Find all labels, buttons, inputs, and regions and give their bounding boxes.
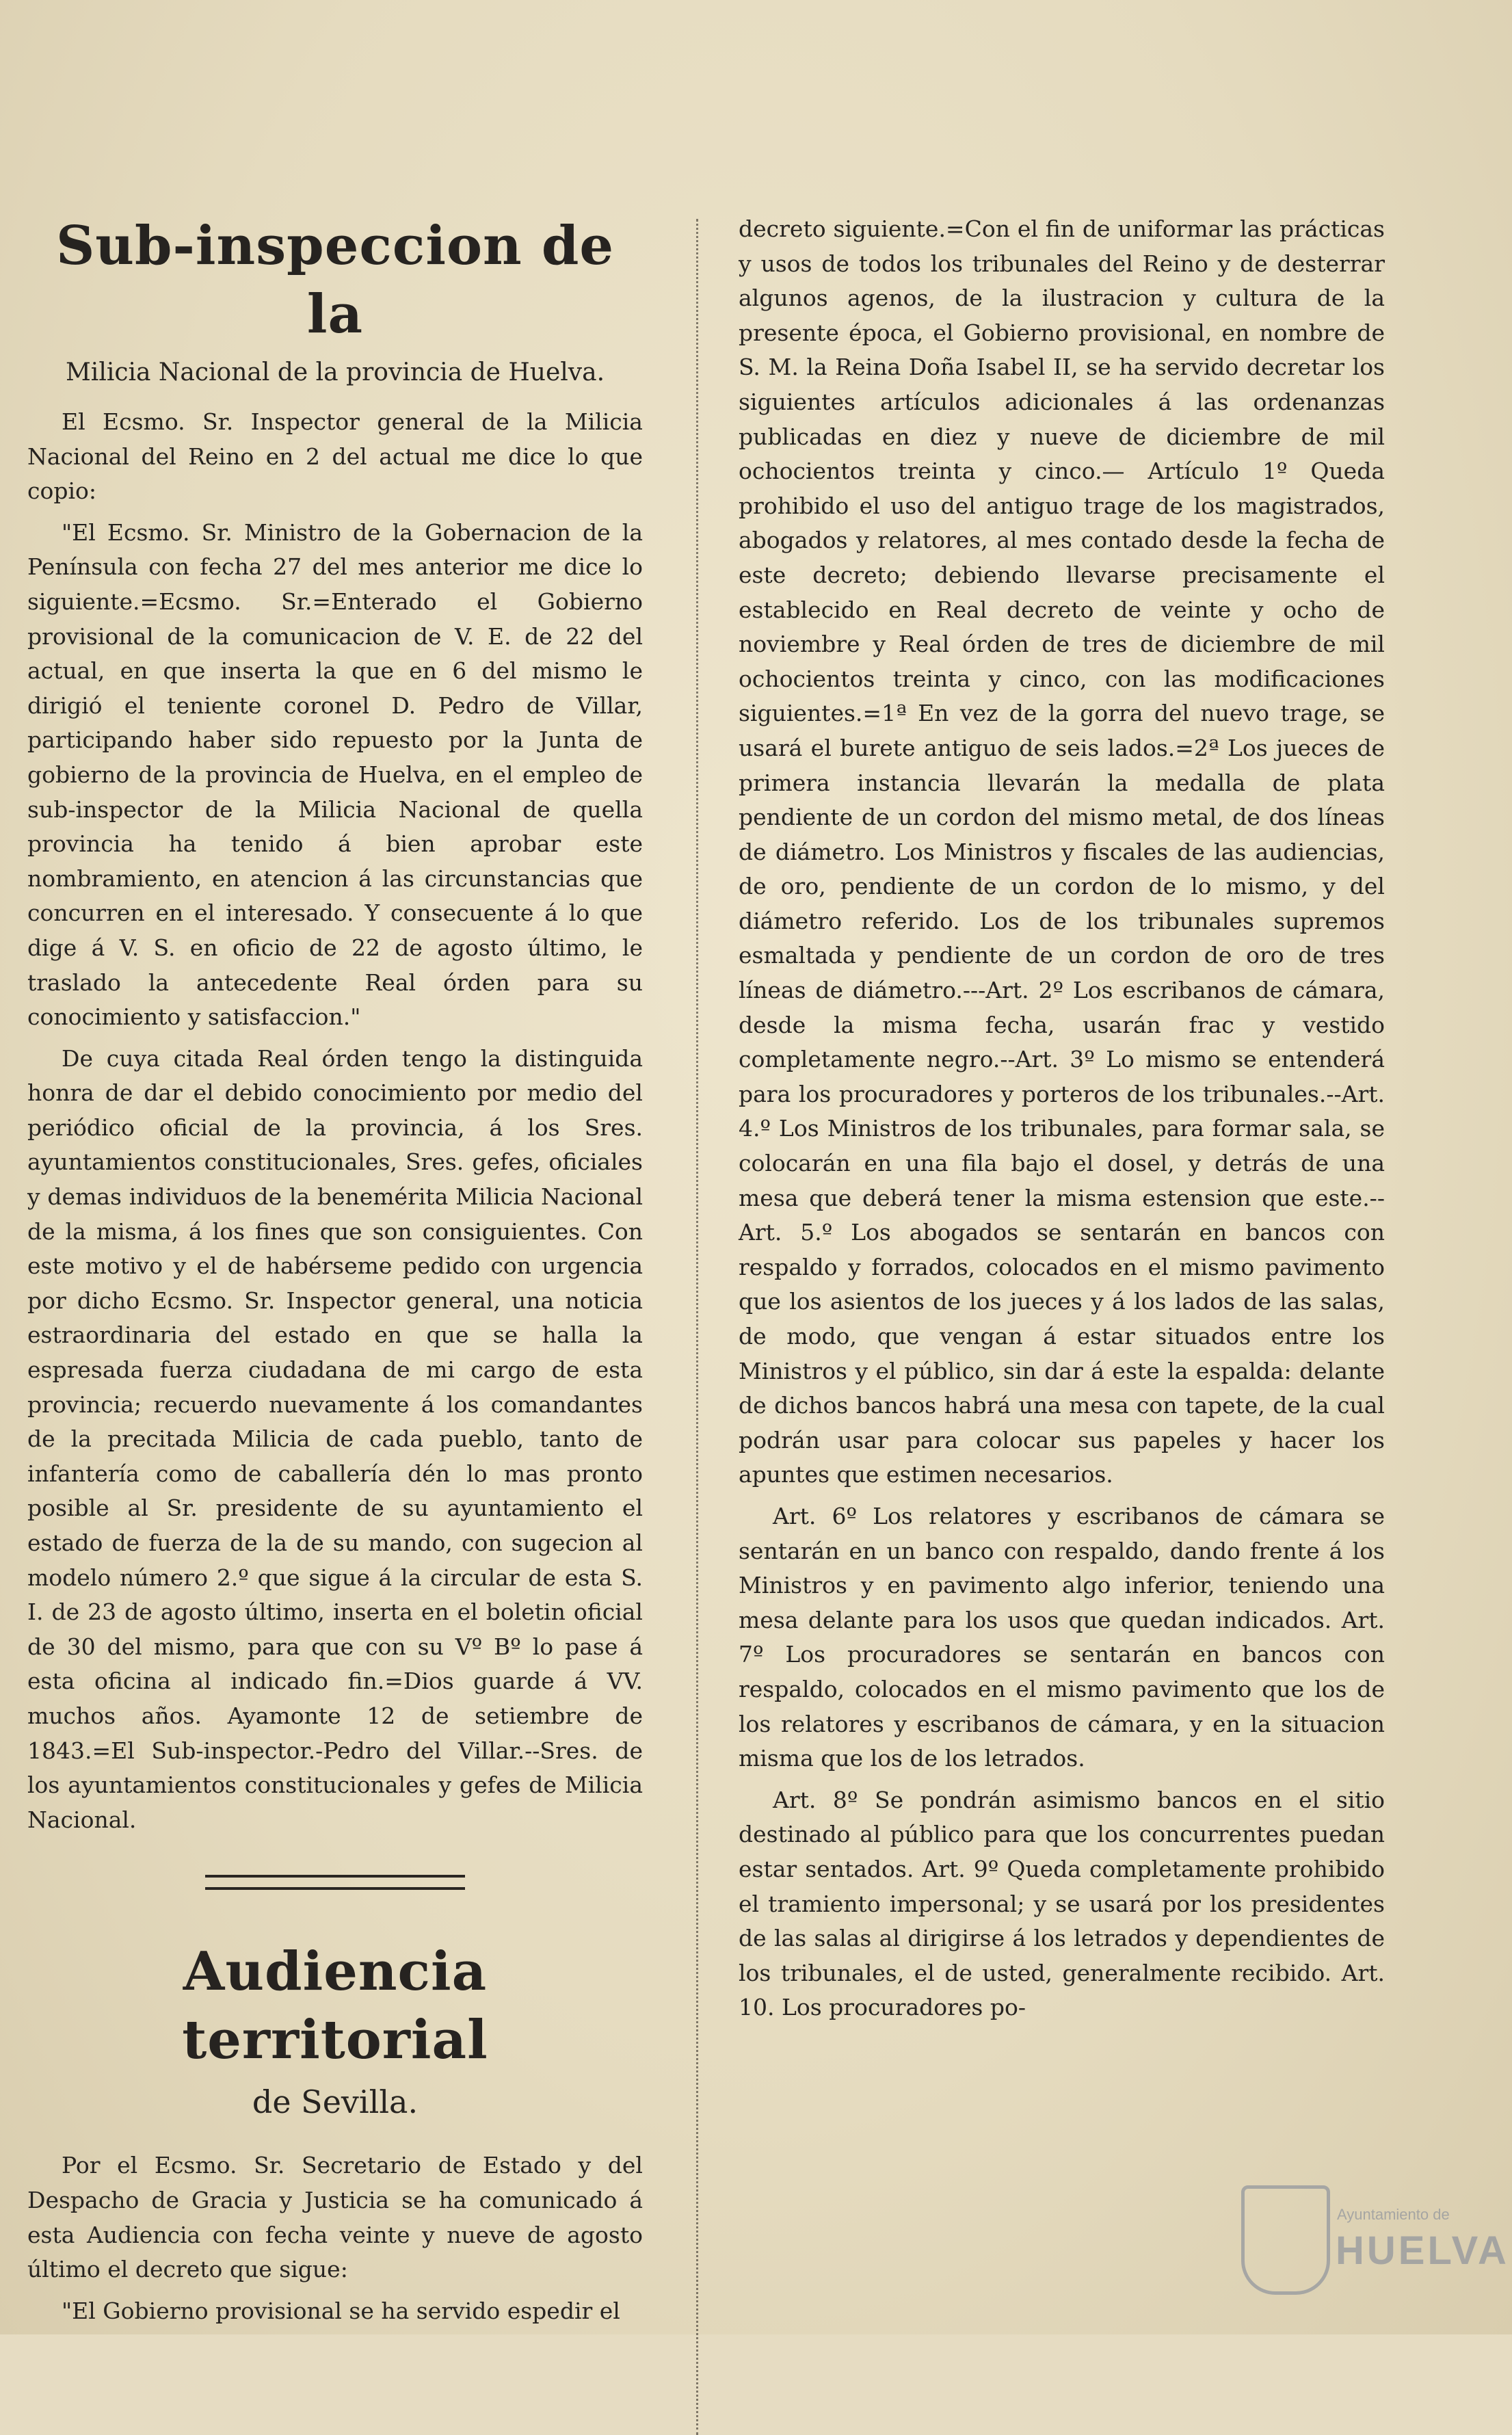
paragraph: "El Gobierno provisional se ha servido espedir el: [62, 2297, 620, 2324]
section-title-subinspeccion: Sub-inspeccion de la: [55, 215, 615, 345]
section-subtitle-milicia: Milicia Nacional de la provincia de Huelva.: [65, 358, 605, 386]
paragraph: De cuya citada Real órden tengo la distinguida honra de dar el debido conocimiento por medio del periódico oficial de la provincia, á los Sres. ayuntamientos constitucionales, Sres. gefes, oficiales y demas individuos de la benemérita Milicia Nacional de la misma, á los fines que son consiguientes. Con este motivo y el de habérseme pedido con urgencia por dicho Ecsmo. Sr. Inspector general, una noticia estraordinaria del estado en que se halla la espresada fuerza ciudadana de mi cargo de esta provincia; recuerdo nuevamente á los comandantes de la precitada Milicia de cada pueblo, tanto de infantería como de caballería dén lo mas pronto posible al Sr. presidente de su ayuntamiento el estado de fuerza de la de su mando, con sugecion al modelo número 2.º que sigue á la circular de esta S. I. de 23 de agosto último, inserta en el boletin oficial de 30 del mismo, para que con su Vº Bº lo pase á esta oficina al indicado fin.=Dios guarde á VV. muchos años. Ayamonte 12 de setiembre de 1843.=El Sub-inspector.-Pedro del Villar.--Sres. de los ayuntamientos constitucionales y gefes de Milicia Nacional.: [27, 1044, 643, 1833]
section-subtitle-sevilla: de Sevilla.: [252, 2083, 419, 2121]
paragraph: Por el Ecsmo. Sr. Secretario de Estado y del Despacho de Gracia y Justicia se ha comunicado á esta Audiencia con fecha veinte y nueve de agosto último el decreto que sigue:: [27, 2152, 643, 2283]
right-column: [739, 212, 1385, 2032]
section-separator: [205, 1875, 465, 1890]
column-divider: [696, 219, 700, 2435]
coat-of-arms-icon: [1241, 2185, 1330, 2295]
paragraph: "El Ecsmo. Sr. Ministro de la Gobernacion de la Península con fecha 27 del mes anterior me dice lo siguiente.=Ecsmo. Sr.=Enterado el Gobierno provisional de la comunicacion de V. E. de 22 del actual, en que inserta la que en 6 del mismo le dirigió el teniente coronel D. Pedro de Villar, participando haber sido repuesto por la Junta de gobierno de la provincia de Huelva, en el empleo de sub-inspector de la Milicia Nacional de quella provincia ha tenido á bien aprobar este nombramiento, en atencion á las circunstancias que concurren en el interesado. Y consecuente á lo que dige á V. S. en oficio de 22 de agosto último, le traslado la antecedente Real órden para su conocimiento y satisfaccion.": [27, 518, 643, 1031]
paragraph: decreto siguiente.=Con el fin de uniformar las prácticas y usos de todos los tribunales del Reino y de desterrar algunos agenos, de la ilustracion y cultura de la presente época, el Gobierno provisional, en nombre de S. M. la Reina Doña Isabel II, se ha servido decretar los siguientes artículos adicionales á las ordenanzas publicadas en diez y nueve de diciembre de mil ochocientos treinta y cinco.— Artículo 1º Queda prohibido el uso del antiguo trage de los magistrados, abogados y relatores, al mes contado desde la fecha de este decreto; debiendo llevarse precisamente el establecido en Real decreto de veinte y ocho de noviembre y Real órden de tres de diciembre de mil ochocientos treinta y cinco, con las modificaciones siguientes.=1ª En vez de la gorra del nuevo trage, se usará el burete antiguo de seis lados.=2ª Los jueces de primera instancia llevarán la medalla de plata pendiente de un cordon del mismo metal, de dos líneas de diámetro. Los Ministros y fiscales de las audiencias, de oro, pendiente de un cordon de lo mismo, y del diámetro referido. Los de los tribunales supremos esmaltada y pendiente de un cordon de oro de tres líneas de diámetro.---Art. 2º Los escribanos de cámara, desde la misma fecha, usarán frac y vestido completamente negro.--Art. 3º Lo mismo se entenderá para los procuradores y porteros de los tribunales.--Art. 4.º Los Ministros de los tribunales, para formar sala, se colocarán en una fila bajo el dosel, y detrás de una mesa que deberá tener la misma estension que este.--Art. 5.º Los abogados se sentarán en bancos con respaldo y forrados, colocados en el mismo pavimento que los asientos de los jueces y á los lados de las salas, de modo, que vengan á estar situados entre los Ministros y el público, sin dar á este la espalda: delante de dichos bancos habrá una mesa con tapete, de la cual podrán usar para colocar sus papeles y hacer los apuntes que estimen necesarios.: [739, 215, 1385, 1488]
paragraph: Art. 8º Se pondrán asimismo bancos en el sitio destinado al público para que los concurrentes puedan estar sentados. Art. 9º Queda completamente prohibido el tramiento impersonal; y se usará por los presidentes de las salas al dirigirse á los letrados y dependientes de los tribunales, el de usted, generalmente recibido. Art. 10. Los procuradores po-: [739, 1786, 1385, 2021]
section-title-audiencia: Audiencia territorial: [182, 1940, 488, 2072]
paragraph: El Ecsmo. Sr. Inspector general de la Milicia Nacional del Reino en 2 del actual me dice lo que copio:: [27, 408, 643, 505]
left-column: [27, 212, 643, 2335]
archive-watermark-logo: [1241, 2185, 1509, 2302]
paragraph: Art. 6º Los relatores y escribanos de cámara se sentarán en un banco con respaldo, dando frente á los Ministros y en pavimento algo inferior, teniendo una mesa delante para los usos que quedan indicados. Art. 7º Los procuradores se sentarán en bancos con respaldo, colocados en el mismo pavimento que los de los relatores y escribanos de cámara, y en la situacion misma que los de los letrados.: [739, 1502, 1385, 1772]
watermark-small-text: Ayuntamiento de: [1337, 2206, 1450, 2223]
watermark-big-text: HUELVA: [1336, 2228, 1509, 2273]
